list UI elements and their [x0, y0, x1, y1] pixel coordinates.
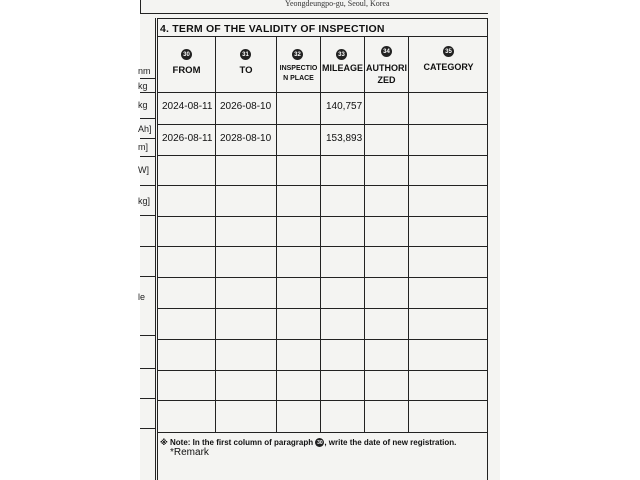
stub-divider	[140, 156, 156, 157]
row-2-from: 2026-08-11	[162, 133, 213, 144]
column-number-badge: 32	[292, 49, 303, 60]
column-divider	[215, 36, 216, 432]
row-2-to: 2028-08-10	[220, 133, 272, 144]
row-divider	[157, 370, 488, 371]
note-suffix: , write the date of new registration.	[324, 438, 457, 447]
stub-divider	[140, 185, 156, 186]
note-number-badge: 30	[317, 439, 323, 446]
row-1-from: 2024-08-11	[162, 101, 213, 112]
column-header-inspection-place	[277, 64, 320, 84]
note-top-divider	[157, 432, 488, 433]
stub-unit-fragment: Ah]	[138, 124, 152, 134]
header-line: ZED	[377, 75, 396, 85]
column-divider	[364, 36, 365, 432]
stub-unit-fragment: le	[138, 292, 146, 302]
row-divider	[157, 216, 488, 217]
row-divider	[157, 246, 488, 247]
column-number-badge: 35	[443, 46, 454, 57]
column-number-badge: 30	[181, 49, 192, 60]
column-number-badge: 33	[336, 49, 347, 60]
row-divider	[157, 155, 488, 156]
stub-divider	[140, 92, 156, 93]
stub-divider	[140, 368, 156, 369]
row-divider	[157, 308, 488, 309]
note-prefix: ※ Note: In the first column of paragraph	[160, 438, 314, 447]
stub-unit-fragment: kg	[138, 100, 148, 110]
header-line: AUTHORI	[366, 63, 407, 73]
issuer-address: Yeongdeungpo-gu, Seoul, Korea	[285, 0, 390, 8]
stub-unit-fragment: kg	[138, 81, 148, 91]
column-divider	[408, 36, 409, 432]
stub-divider	[140, 215, 156, 216]
column-number-badge: 34	[381, 46, 392, 57]
column-header-category: CATEGORY	[423, 62, 474, 72]
column-header-from: FROM	[172, 65, 201, 76]
column-number-badge: 31	[240, 49, 251, 60]
row-divider	[157, 277, 488, 278]
row-1-to: 2026-08-10	[220, 101, 272, 112]
row-divider	[157, 124, 488, 125]
stub-divider	[140, 428, 156, 429]
header-line: N PLACE	[283, 75, 314, 82]
stub-unit-fragment: W]	[138, 165, 149, 175]
row-divider	[157, 185, 488, 186]
remark-label: *Remark	[170, 447, 209, 458]
stub-divider	[140, 276, 156, 277]
stub-divider	[140, 118, 156, 119]
column-header-mileage: MILEAGE	[321, 63, 363, 73]
stub-divider	[140, 138, 156, 139]
stub-unit-fragment: kg]	[138, 196, 151, 206]
stub-divider	[140, 398, 156, 399]
column-header-to: TO	[239, 65, 253, 76]
column-header-authorized	[365, 62, 408, 86]
row-divider	[157, 400, 488, 401]
header-row-divider	[157, 92, 488, 93]
column-divider	[276, 36, 277, 432]
stub-divider	[140, 246, 156, 247]
column-divider	[320, 36, 321, 432]
header-line: INSPECTIO	[279, 65, 318, 72]
section-title: 4. TERM OF THE VALIDITY OF INSPECTION	[160, 23, 385, 35]
stub-unit-fragment: m]	[138, 142, 148, 152]
title-divider	[157, 36, 488, 37]
stub-divider	[140, 78, 156, 79]
registration-note	[160, 438, 456, 447]
stub-unit-fragment: nm	[138, 66, 151, 76]
row-2-mileage: 153,893	[326, 133, 363, 144]
row-divider	[157, 339, 488, 340]
stub-divider	[140, 335, 156, 336]
inspection-validity-section	[157, 18, 488, 480]
row-1-mileage: 140,757	[326, 101, 363, 112]
